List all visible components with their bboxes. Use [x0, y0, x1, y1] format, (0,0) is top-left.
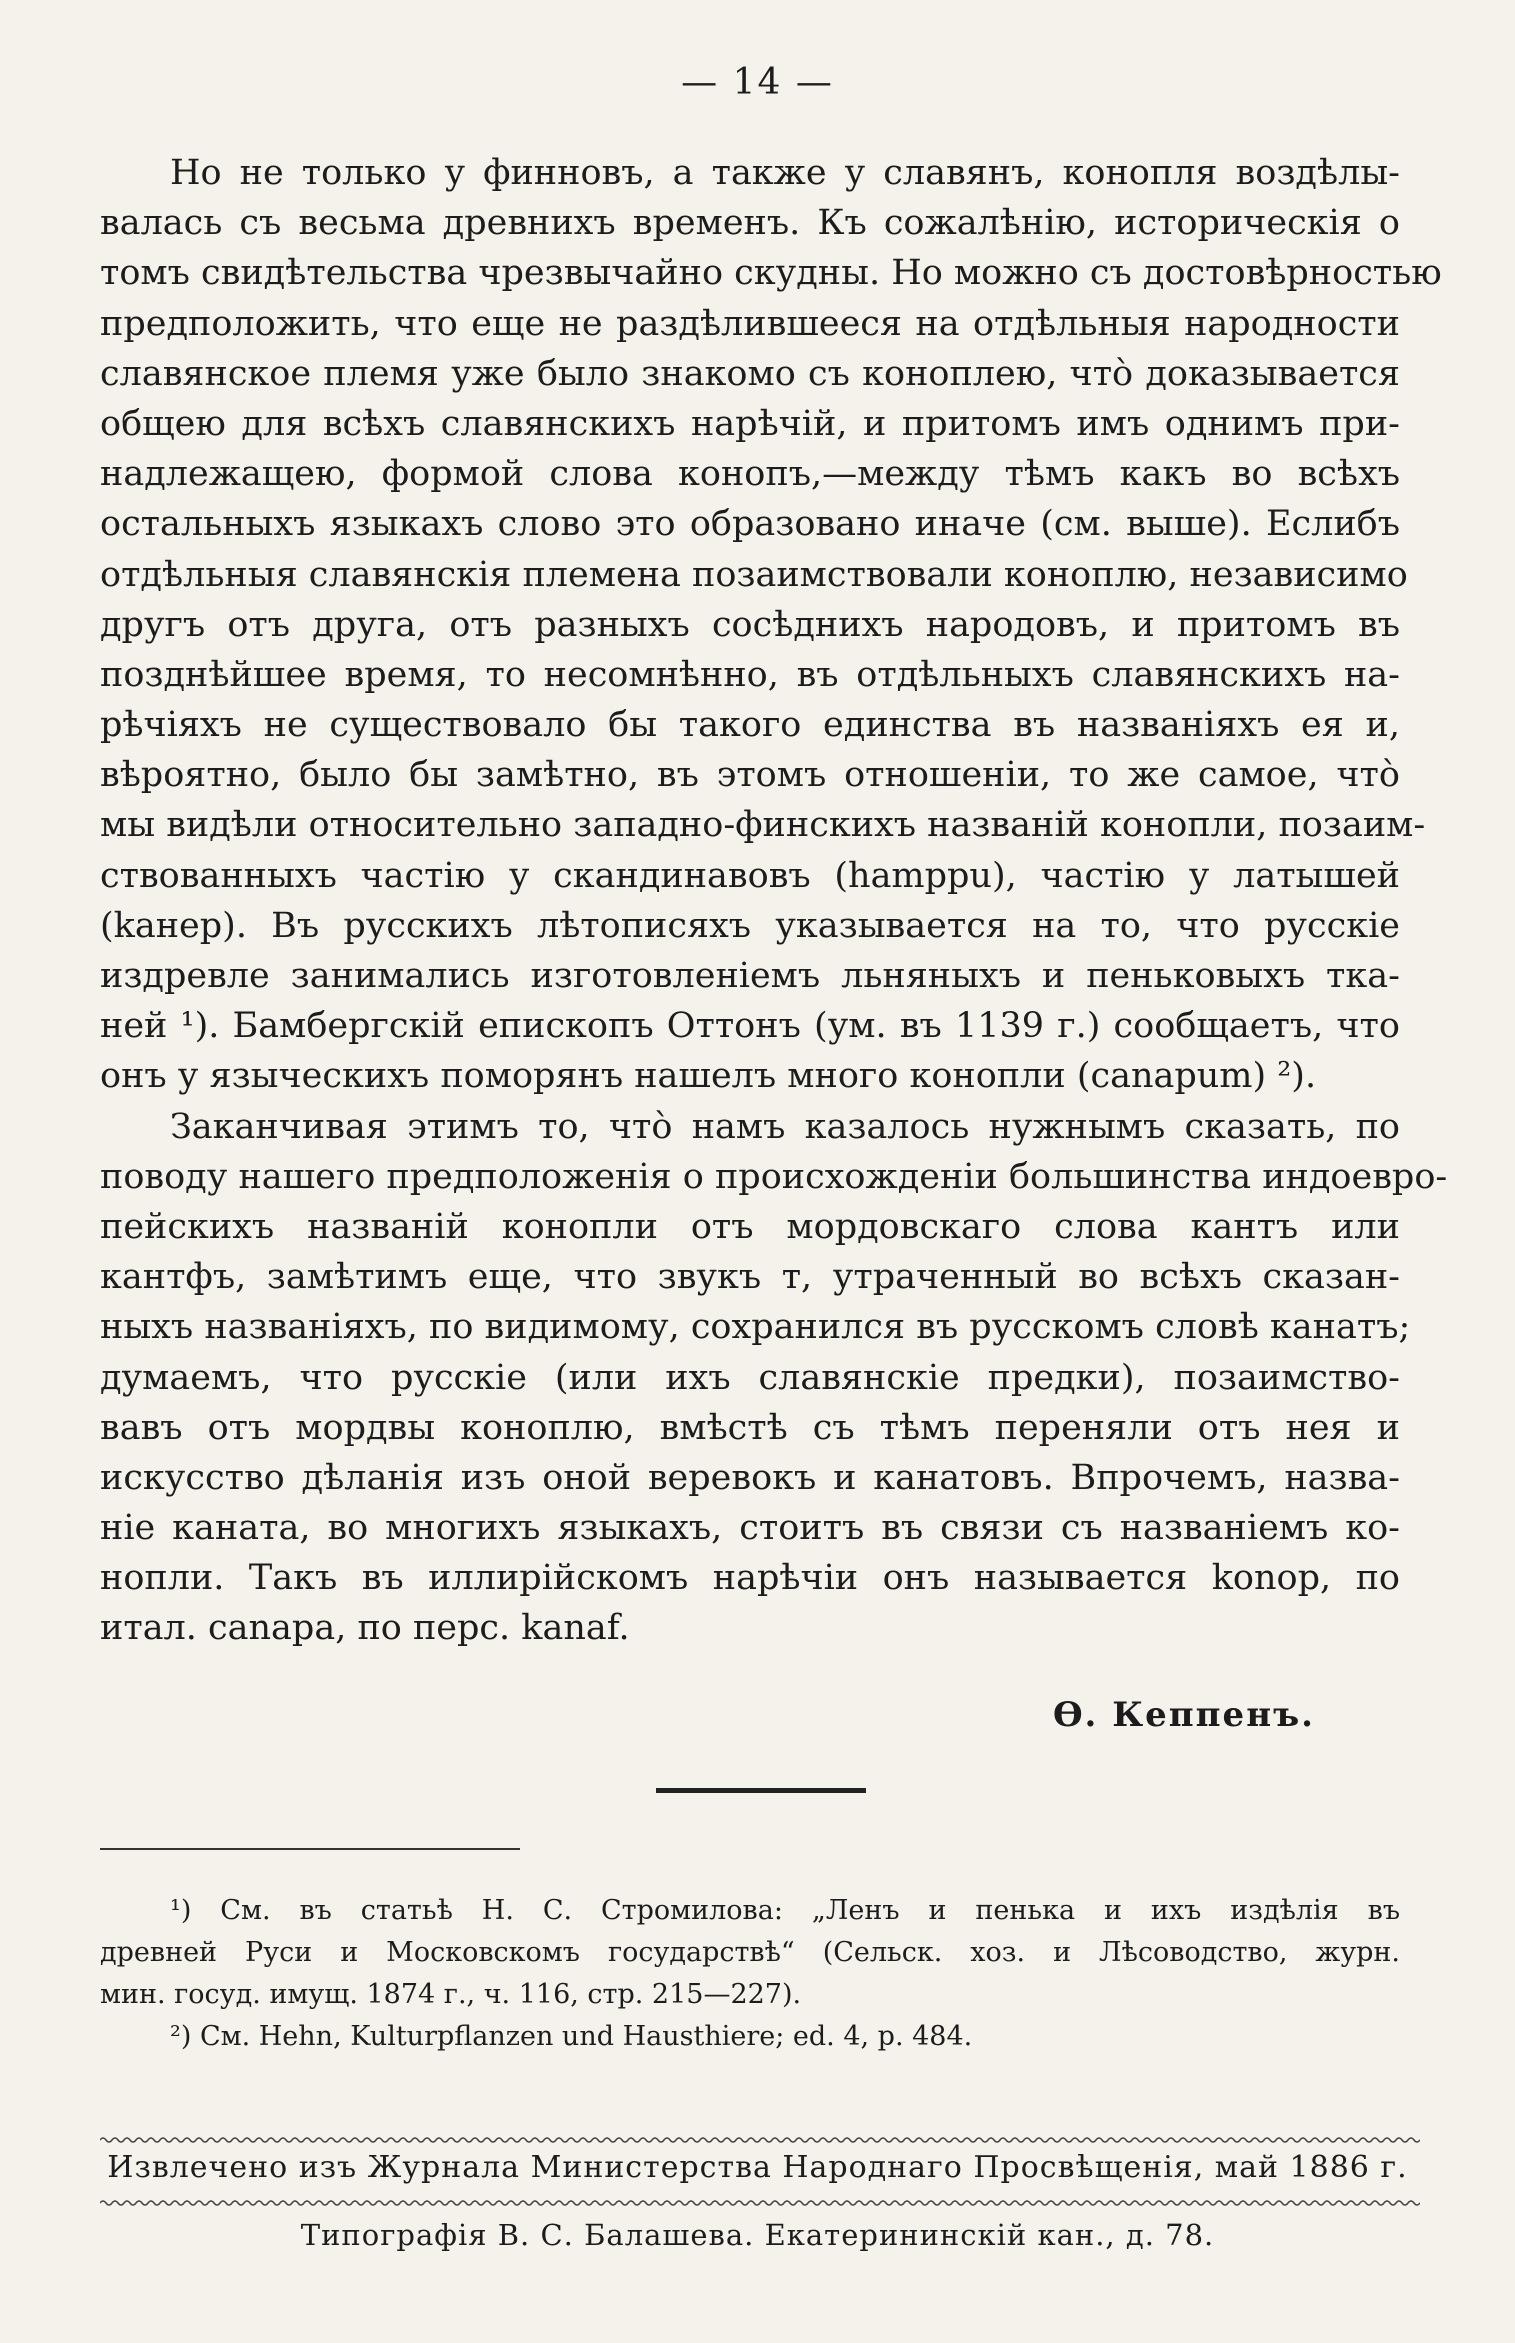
text-line: томъ свидѣтельства чрезвычайно скудны. Но можно съ достовѣрностью: [100, 253, 1442, 294]
text-line: общею для всѣхъ славянскихъ нарѣчій, и притомъ имъ однимъ при-: [100, 403, 1400, 444]
footnote-line: ¹) См. въ статьѣ Н. С. Стромилова: „Ленъ и пенька и ихъ издѣлія въ: [170, 1895, 1400, 1926]
text-line: думаемъ, что русскіе (или ихъ славянскіе предки), позаимство-: [100, 1357, 1400, 1398]
text-line: ней ¹). Бамбергскій епископъ Оттонъ (ум. въ 1139 г.) сообщаетъ, что: [100, 1006, 1400, 1047]
footnote-line: мин. госуд. имущ. 1874 г., ч. 116, стр. 215—227).: [100, 1979, 802, 2010]
footnote-line: древней Руси и Московскомъ государствѣ“ (Сельск. хоз. и Лѣсоводство, журн.: [100, 1937, 1400, 1968]
text-line: предположить, что еще не раздѣлившееся на отдѣльныя народности: [100, 303, 1400, 344]
text-line: славянское племя уже было знакомо съ коноплею, что̀ доказывается: [100, 353, 1400, 394]
text-line: рѣчіяхъ не существовало бы такого единства въ названіяхъ ея и,: [100, 705, 1400, 746]
text-line: другъ отъ друга, отъ разныхъ сосѣднихъ народовъ, и притомъ въ: [100, 604, 1400, 645]
text-line: отдѣльныя славянскія племена позаимствовали коноплю, независимо: [100, 554, 1408, 595]
text-line: пейскихъ названій конопли отъ мордовскаго слова кантъ или: [100, 1206, 1400, 1247]
text-line: Но не только у финновъ, а также у славянъ, конопля воздѣлы-: [170, 153, 1400, 193]
text-line: остальныхъ языкахъ слово это образовано иначе (см. выше). Еслибъ: [100, 504, 1400, 545]
text-line: поводу нашего предположенія о происхожденіи большинства индоевро-: [100, 1156, 1448, 1197]
text-line: издревле занимались изготовленіемъ льняныхъ и пеньковыхъ тка-: [100, 956, 1400, 996]
text-line: кантфъ, замѣтимъ еще, что звукъ т, утраченный во всѣхъ сказан-: [100, 1257, 1400, 1298]
text-line: позднѣйшее время, то несомнѣнно, въ отдѣльныхъ славянскихъ на-: [100, 654, 1400, 695]
text-line: итал. canapa, по перс. kanaf.: [100, 1608, 630, 1649]
text-line: искусство дѣланія изъ оной веревокъ и канатовъ. Впрочемъ, назва-: [100, 1457, 1400, 1498]
text-line: онъ у языческихъ поморянъ нашелъ много конопли (canapum) ²).: [100, 1056, 1317, 1097]
text-line: ніе каната, во многихъ языкахъ, стоитъ въ связи съ названіемъ ко-: [100, 1508, 1400, 1549]
text-line: Заканчивая этимъ то, что̀ намъ казалось нужнымъ сказать, по: [170, 1106, 1400, 1147]
text-line: валась съ весьма древнихъ временъ. Къ сожалѣнію, историческія о: [100, 203, 1400, 244]
text-line: (kaнep). Въ русскихъ лѣтописяхъ указывается на то, что русскіе: [100, 905, 1400, 946]
footnotes: [100, 1890, 1400, 2058]
text-line: ныхъ названіяхъ, по видимому, сохранился въ русскомъ словѣ канатъ;: [100, 1307, 1411, 1348]
main-text: [100, 148, 1448, 1654]
text-line: мы видѣли относительно западно-финскихъ названій конопли, позаим-: [100, 805, 1426, 846]
footnote-line: ²) См. Hehn, Kulturpflanzen und Hausthiere; ed. 4, p. 484.: [170, 2021, 973, 2052]
text-line: вѣроятно, было бы замѣтно, въ этомъ отношеніи, то же самое, что̀: [100, 755, 1400, 796]
wavy-rule-bottom: [100, 2198, 1420, 2208]
imprint-line: Извлечено изъ Журнала Министерства Народнаго Просвѣщенія, май 1886 г.: [107, 2150, 1408, 2185]
author-signature: Ѳ. Кеппенъ.: [1052, 1695, 1315, 1735]
wavy-rule-top: [100, 2135, 1420, 2145]
page-number: — 14 —: [681, 62, 834, 103]
printer-line: Типографія В. С. Балашева. Екатерининскій кан., д. 78.: [300, 2218, 1215, 2252]
text-line: вавъ отъ мордвы коноплю, вмѣстѣ съ тѣмъ переняли отъ нея и: [100, 1407, 1400, 1448]
section-divider: [656, 1788, 866, 1793]
text-line: надлежащею, формой слова конопъ,—между тѣмъ какъ во всѣхъ: [100, 454, 1400, 495]
text-line: ствованныхъ частію у скандинавовъ (hamppu), частію у латышей: [100, 855, 1400, 896]
footnote-separator: [100, 1848, 520, 1850]
text-line: нопли. Такъ въ иллирійскомъ нарѣчіи онъ называется konop, по: [100, 1558, 1400, 1599]
